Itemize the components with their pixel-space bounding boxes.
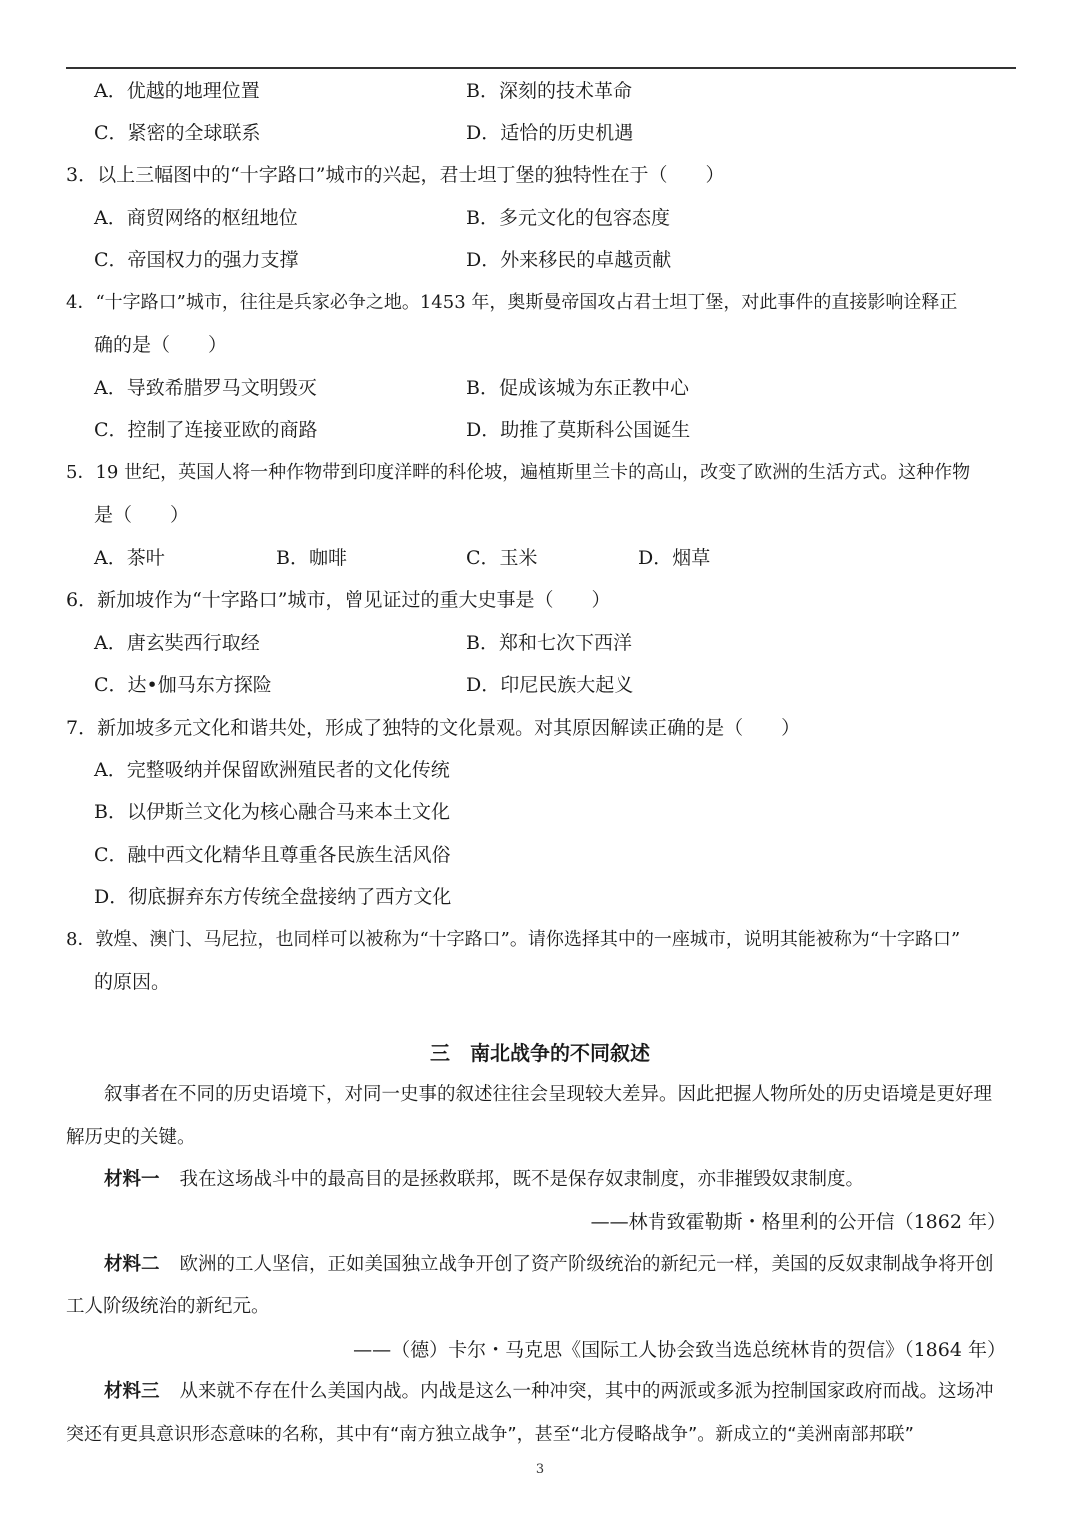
q7-option-c: C．融中西文化精华且尊重各民族生活风俗: [94, 844, 451, 866]
material-2-text-line1: 欧洲的工人坚信，正如美国独立战争开创了资产阶级统治的新纪元一样，美国的反奴隶制战争将开创: [179, 1254, 994, 1275]
q4-option-b: B．促成该城为东正教中心: [466, 377, 689, 399]
q3-option-a: A．商贸网络的枢纽地位: [94, 207, 298, 229]
q7-stem: 7．新加坡多元文化和谐共处，形成了独特的文化景观。对其原因解读正确的是（ ）: [66, 717, 801, 739]
section-title: 三 南北战争的不同叙述: [430, 1041, 650, 1065]
q5-option-a: A．茶叶: [94, 547, 165, 569]
q6-option-d: D．印尼民族大起义: [466, 674, 634, 696]
q5-stem-line2: 是（ ）: [94, 504, 190, 526]
section-intro-line2: 解历史的关键。: [66, 1127, 196, 1148]
q6-option-b: B．郑和七次下西洋: [466, 632, 632, 654]
q3-option-d: D．外来移民的卓越贡献: [466, 249, 672, 271]
material-2: [104, 1253, 994, 1277]
page-number: 3: [535, 1462, 545, 1477]
material-3: [104, 1380, 994, 1404]
material-2-source: ——（德）卡尔・马克思《国际工人协会致当选总统林肯的贺信》（1864 年）: [353, 1339, 1006, 1361]
q7-option-a: A．完整吸纳并保留欧洲殖民者的文化传统: [94, 759, 450, 781]
q5-option-b: B．咖啡: [276, 547, 347, 569]
q4-option-c: C．控制了连接亚欧的商路: [94, 419, 318, 441]
material-1-source: ——林肯致霍勒斯・格里利的公开信（1862 年）: [590, 1211, 1006, 1233]
q2-option-c: C．紧密的全球联系: [94, 122, 261, 144]
section-intro-line1: 叙事者在不同的历史语境下，对同一史事的叙述往往会呈现较大差异。因此把握人物所处的历史语境是更好理: [104, 1084, 993, 1105]
q4-option-a: A．导致希腊罗马文明毁灭: [94, 377, 317, 399]
q6-stem: 6．新加坡作为“十字路口”城市，曾见证过的重大史事是（ ）: [66, 589, 611, 611]
q5-option-d: D．烟草: [638, 547, 711, 569]
q6-option-a: A．唐玄奘西行取经: [94, 632, 260, 654]
q2-option-a: A．优越的地理位置: [94, 80, 260, 102]
material-1: [104, 1168, 864, 1192]
q2-option-d: D．适恰的历史机遇: [466, 122, 634, 144]
material-1-text: 我在这场战斗中的最高目的是拯救联邦，既不是保存奴隶制度，亦非摧毁奴隶制度。: [179, 1169, 865, 1190]
material-2-label: 材料二: [104, 1254, 160, 1275]
q8-stem-line1: 8．敦煌、澳门、马尼拉，也同样可以被称为“十字路口”。请你选择其中的一座城市，说明其能被称为“十字路口”: [66, 929, 961, 950]
q8-stem-line2: 的原因。: [94, 971, 171, 993]
q7-option-b: B．以伊斯兰文化为核心融合马来本土文化: [94, 801, 450, 823]
header-rule: [66, 67, 1016, 69]
q5-stem-line1: 5．19 世纪，英国人将一种作物带到印度洋畔的科伦坡，遍植斯里兰卡的高山，改变了欧洲的生活方式。这种作物: [66, 462, 971, 483]
q7-option-d: D．彻底摒弃东方传统全盘接纳了西方文化: [94, 886, 452, 908]
q6-option-c: C．达•伽马东方探险: [94, 674, 272, 696]
q4-stem-line1: 4．“十字路口”城市，往往是兵家必争之地。1453 年，奥斯曼帝国攻占君士坦丁堡，对此事件的直接影响诠释正: [66, 292, 958, 313]
q5-option-c: C．玉米: [466, 547, 538, 569]
material-3-text-line1: 从来就不存在什么美国内战。内战是这么一种冲突，其中的两派或多派为控制国家政府而战。这场冲: [179, 1381, 994, 1402]
q3-option-b: B．多元文化的包容态度: [466, 207, 670, 229]
material-1-label: 材料一: [104, 1169, 160, 1190]
material-2-text-line2: 工人阶级统治的新纪元。: [66, 1296, 270, 1317]
material-3-text-line2: 突还有更具意识形态意味的名称，其中有“南方独立战争”，甚至“北方侵略战争”。新成立的“美洲南部邦联”: [66, 1424, 914, 1445]
q2-option-b: B．深刻的技术革命: [466, 80, 632, 102]
q3-option-c: C．帝国权力的强力支撑: [94, 249, 299, 271]
q4-stem-line2: 确的是（ ）: [94, 334, 228, 356]
q4-option-d: D．助推了莫斯科公国诞生: [466, 419, 691, 441]
material-3-label: 材料三: [104, 1381, 160, 1402]
q3-stem: 3．以上三幅图中的“十字路口”城市的兴起，君士坦丁堡的独特性在于（ ）: [66, 164, 725, 186]
